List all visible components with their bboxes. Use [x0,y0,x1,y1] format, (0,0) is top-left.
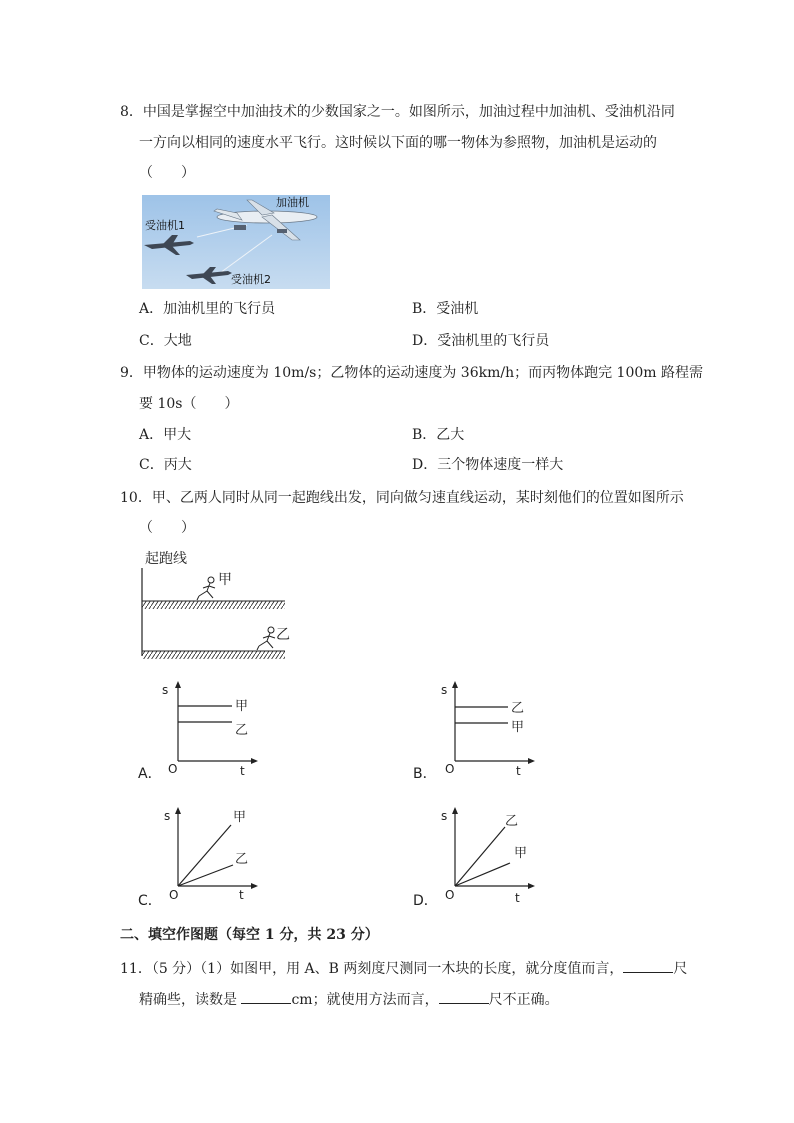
q11-line1 [120,958,687,978]
q8-option-a: A．加油机里的飞行员 [139,301,276,317]
q11-part2-end: 尺不正确。 [488,992,559,1008]
q9-option-b: B．乙大 [412,427,465,443]
q8-line1: 8．中国是掌握空中加油技术的少数国家之一。如图所示，加油过程中加油机、受油机沿同 [120,104,675,120]
q8-option-b: B．受油机 [412,301,479,317]
graph-d-letter: D． [413,893,438,909]
graph-a [135,678,265,783]
graph-c-letter: C． [138,893,162,909]
runner-jia-label: 甲 [218,572,232,588]
graph-c-top-label: 甲 [233,810,247,825]
q9-option-c: C．丙大 [139,457,192,473]
graph-c-bottom-label: 乙 [235,852,249,867]
graph-d-top-label: 乙 [505,814,519,829]
q10-bracket: （ ） [139,520,195,536]
graph-d-origin: O [445,888,455,902]
q9-line1: 9．甲物体的运动速度为 10m/s；乙物体的运动速度为 36km/h；而丙物体跑完 100m 路程需 [120,365,704,381]
q9-line2: 要 10s（ ） [139,396,239,412]
track-figure [135,546,290,664]
q11-blank-3[interactable] [439,989,489,1004]
graph-c [135,805,265,910]
graph-c-line-top [178,825,231,886]
graph-a-s-label: s [162,683,169,697]
q11-part2-text: 精确些，读数是 [139,992,242,1008]
q11-blank-2[interactable] [241,989,291,1004]
runner-jia [197,577,215,600]
graph-d-line-top [455,827,505,886]
lane-1-ground [142,601,285,609]
graph-b-letter: B． [413,766,437,782]
graph-c-origin: O [169,888,179,902]
section-2-title: 二、填空作图题（每空 1 分，共 23 分） [120,927,379,943]
lane-2-ground [142,651,285,659]
graph-d-bottom-label: 甲 [514,846,528,861]
graph-a-origin: O [168,762,178,776]
q9-option-d: D．三个物体速度一样大 [412,457,564,473]
graph-d-t-label: t [515,891,520,905]
label-tanker: 加油机 [276,196,309,209]
q9-option-a: A．甲大 [139,427,192,443]
graph-c-t-label: t [239,888,244,902]
runner-yi-label: 乙 [276,627,290,643]
graph-b-top-label: 乙 [511,701,525,716]
q11-part2-mid: cm；就使用方法而言， [291,992,439,1008]
q11-part1-text: 11．（5 分）（1）如图甲，用 A、B 两刻度尺测同一木块的长度，就分度值而言， [120,961,624,977]
q11-part1-end: 尺 [673,961,688,977]
graph-b-origin: O [445,762,455,776]
graph-b-t-label: t [516,764,521,778]
start-line-label: 起跑线 [145,551,187,567]
graph-c-line-bottom [178,865,233,886]
runner-yi [257,627,275,650]
graph-d [410,805,540,910]
graph-d-s-label: s [441,809,448,823]
q8-line2: 一方向以相同的速度水平飞行。这时候以下面的哪一物体为参照物，加油机是运动的 [139,135,657,151]
label-receiver-1: 受油机1 [145,219,185,232]
graph-b-bottom-label: 甲 [511,720,525,735]
q8-bracket: （ ） [139,165,195,181]
graph-d-line-bottom [455,863,510,886]
graph-b [410,678,540,783]
refueling-photo [142,195,330,289]
graph-a-letter: A． [138,766,162,782]
q8-option-d: D．受油机里的飞行员 [412,333,550,349]
graph-a-top-label: 甲 [235,699,249,714]
q8-option-c: C．大地 [139,333,192,349]
q11-blank-1[interactable] [623,958,673,973]
graph-b-s-label: s [441,683,448,697]
q11-line2 [139,989,559,1009]
graph-c-s-label: s [164,809,171,823]
graph-a-bottom-label: 乙 [235,723,249,738]
label-receiver-2: 受油机2 [231,273,271,286]
graph-a-t-label: t [240,764,245,778]
q10-line1: 10．甲、乙两人同时从同一起跑线出发，同向做匀速直线运动，某时刻他们的位置如图所示 [120,490,684,506]
